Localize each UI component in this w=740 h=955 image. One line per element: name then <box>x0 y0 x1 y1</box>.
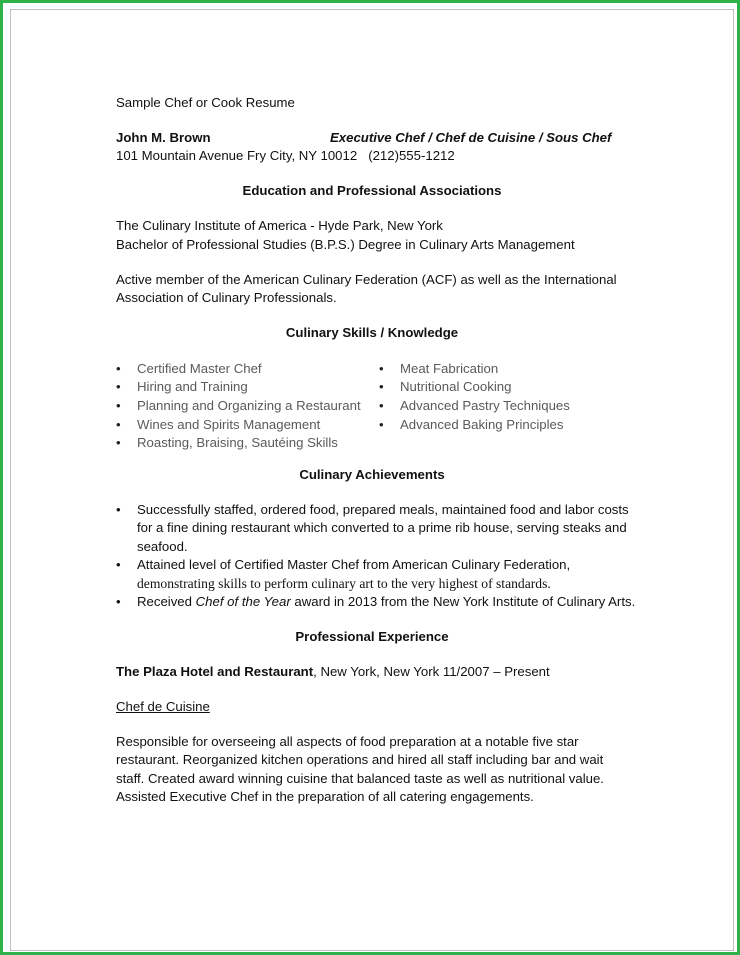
achievement-2-line-1: • Attained level of Certified Master Chef from American Culinary Federation, <box>137 557 571 573</box>
list-item <box>116 501 636 556</box>
achievement-1-line-1: • Successfully staffed, ordered food, prepared meals, maintained food and labor costs <box>137 502 629 518</box>
achievements-heading: Culinary Achievements <box>299 466 445 482</box>
description-line-2: restaurant. Reorganized kitchen operations and hired all staff including bar and wait <box>116 752 604 768</box>
name-row <box>116 129 636 147</box>
list-item: • Meat Fabrication <box>379 360 570 379</box>
list-item <box>116 556 636 593</box>
candidate-name: John M. Brown <box>116 130 211 145</box>
employer-details: , New York, New York 11/2007 – Present <box>313 664 550 680</box>
employer-line <box>116 663 636 681</box>
achievement-1-line-2: for a fine dining restaurant which converted to a prime rib house, serving steaks and <box>137 520 627 536</box>
list-item: • Roasting, Braising, Sautéing Skills <box>116 434 361 453</box>
experience-heading: Professional Experience <box>295 629 449 645</box>
membership-line-2: Association of Culinary Professionals. <box>116 290 337 306</box>
list-item: • Advanced Pastry Techniques <box>379 397 570 416</box>
achievement-1-line-3: seafood. <box>137 538 188 554</box>
address: 101 Mountain Avenue Fry City, NY 10012 <box>116 148 358 164</box>
achievement-3-post: award in 2013 from the New York Institute of Culinary Arts. <box>290 594 636 610</box>
contact-line <box>116 147 636 165</box>
list-item: • Advanced Baking Principles <box>379 416 570 435</box>
skills-right-column <box>379 360 570 435</box>
skills-heading: Culinary Skills / Knowledge <box>285 325 459 341</box>
list-item: • Nutritional Cooking <box>379 378 570 397</box>
target-title: Executive Chef / Chef de Cuisine / Sous Chef <box>330 130 612 145</box>
resume-document <box>116 94 636 807</box>
list-item: • Hiring and Training <box>116 378 361 397</box>
membership-line-1: Active member of the American Culinary Federation (ACF) as well as the International <box>116 271 617 287</box>
description-line-1: Responsible for overseeing all aspects of food preparation at a notable five star <box>116 734 579 750</box>
achievement-2-line-2: demonstrating skills to perform culinary art to the very highest of standards. <box>137 575 551 591</box>
award-name: Chef of the Year <box>195 594 291 610</box>
education-heading: Education and Professional Associations <box>242 183 502 199</box>
skills-left-column <box>116 360 361 453</box>
achievements-list <box>116 501 636 611</box>
achievement-3 <box>137 593 636 611</box>
school: The Culinary Institute of America - Hyde Park, New York <box>116 218 443 234</box>
description-line-3: staff. Created award winning cuisine that balanced taste as well as nutritional value. <box>116 770 604 786</box>
list-item: • Certified Master Chef <box>116 360 361 379</box>
list-item: • Wines and Spirits Management <box>116 416 361 435</box>
degree: Bachelor of Professional Studies (B.P.S.) Degree in Culinary Arts Management <box>116 236 575 252</box>
list-item <box>116 593 636 611</box>
skills-list <box>116 360 636 454</box>
list-item: • Planning and Organizing a Restaurant <box>116 397 361 416</box>
role-title: Chef de Cuisine <box>116 699 210 715</box>
employer-name: The Plaza Hotel and Restaurant <box>116 664 314 680</box>
achievement-3-pre: Received <box>137 594 196 610</box>
description-line-4: Assisted Executive Chef in the preparation of all catering engagements. <box>116 789 534 805</box>
phone: (212)555-1212 <box>368 148 455 164</box>
document-heading: Sample Chef or Cook Resume <box>116 95 295 110</box>
